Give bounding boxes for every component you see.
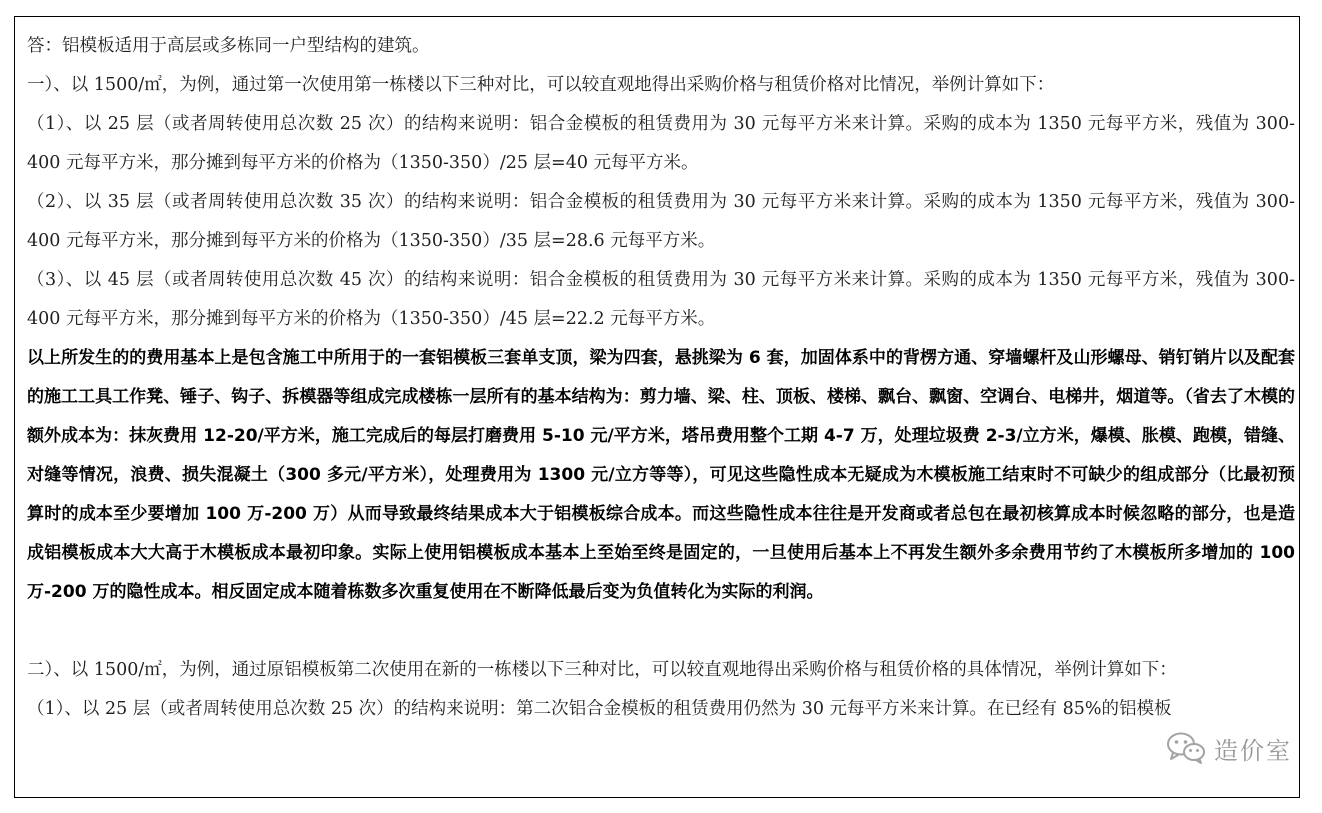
case-45-floors: （3）、以 45 层（或者周转使用总次数 45 次）的结构来说明：铝合金模板的租赁费用为 30 元每平方米来计算。采购的成本为 1350 元每平方米，残值为 300-400 元每平方米，那分摊到每平方米的价格为（1350-350）/45 层=22.2 元每平方米。 [27, 270, 1295, 329]
section-two-heading: 二）、以 1500/㎡，为例，通过原铝模板第二次使用在新的一栋楼以下三种对比，可以较直观地得出采购价格与租赁价格的具体情况，举例计算如下： [27, 660, 1177, 680]
answer-intro: 答：铝模板适用于高层或多栋同一户型结构的建筑。 [27, 36, 430, 56]
watermark-text: 造价室 [1214, 736, 1292, 765]
watermark [1166, 728, 1292, 768]
section-one-heading: 一）、以 1500/㎡，为例，通过第一次使用第一栋楼以下三种对比，可以较直观地得出采购价格与租赁价格对比情况，举例计算如下： [27, 75, 1055, 95]
blank-line [27, 612, 1295, 651]
document-body [27, 27, 1295, 729]
cost-summary-paragraph: 以上所发生的的费用基本上是包含施工中所用于的一套铝模板三套单支顶，梁为四套，悬挑梁为 6 套，加固体系中的背楞方通、穿墙螺杆及山形螺母、销钉销片以及配套的施工工具工作凳、锤子、钩子、拆模器等组成完成楼栋一层所有的基本结构为：剪力墙、梁、柱、顶板、楼梯、飘台、飘窗、空调台、电梯井，烟道等。（省去了木模的额外成本为：抹灰费用 12-20/平方米，施工完成后的每层打磨费用 5-10 元/平方米，塔吊费用整个工期 4-7 万，处理垃圾费 2-3/立方米，爆模、胀模、跑模，错缝、对缝等情况，浪费、损失混凝土（300 多元/平方米），处理费用为 1300 元/立方等等），可见这些隐性成本无疑成为木模板施工结束时不可缺少的组成部分（比最初预算时的成本至少要增加 100 万-200 万）从而导致最终结果成本大于铝模板综合成本。而这些隐性成本往往是开发商或者总包在最初核算成本时候忽略的部分，也是造成铝模板成本大大高于木模板成本最初印象。实际上使用铝模板成本基本上至始至终是固定的，一旦使用后基本上不再发生额外多余费用节约了木模板所多增加的 100 万-200 万的隐性成本。相反固定成本随着栋数多次重复使用在不断降低最后变为负值转化为实际的利润。 [27, 348, 1295, 602]
document-frame [14, 16, 1300, 798]
case-35-floors: （2）、以 35 层（或者周转使用总次数 35 次）的结构来说明：铝合金模板的租赁费用为 30 元每平方米来计算。采购的成本为 1350 元每平方米，残值为 300-400 元每平方米，那分摊到每平方米的价格为（1350-350）/35 层=28.6 元每平方米。 [27, 192, 1295, 251]
wechat-icon [1166, 731, 1206, 765]
second-use-case-25-floors: （1）、以 25 层（或者周转使用总次数 25 次）的结构来说明：第二次铝合金模板的租赁费用仍然为 30 元每平方米来计算。在已经有 85%的铝模板 [27, 699, 1172, 719]
case-25-floors: （1）、以 25 层（或者周转使用总次数 25 次）的结构来说明：铝合金模板的租赁费用为 30 元每平方米来计算。采购的成本为 1350 元每平方米，残值为 300-400 元每平方米，那分摊到每平方米的价格为（1350-350）/25 层=40 元每平方米。 [27, 114, 1295, 173]
